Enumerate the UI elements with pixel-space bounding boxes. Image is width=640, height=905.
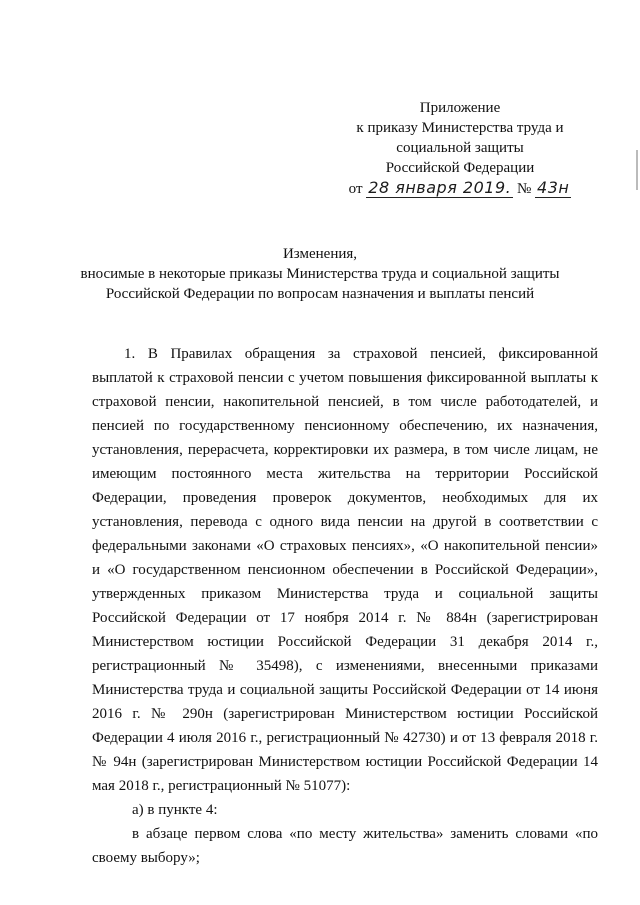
document-title xyxy=(80,244,560,304)
paragraph-1: 1. В Правилах обращения за страховой пенсией, фиксированной выплатой к страховой пенсии с учетом повышения фиксированной выплаты к страховой пенсии, накопительной пенсией, в том числе работодателей, и пенсией по государственному пенсионному обеспечению, их назначения, установления, перерасчета, корректировки их размера, в том числе лицам, не имеющим постоянного места жительства на территории Российской Федерации, проведения проверок документов, необходимых для их установления, перевода с одного вида пенсии на другой в соответствии с федеральными законами «О страховых пенсиях», «О накопительной пенсии» и «О государственном пенсионном обеспечении в Российской Федерации», утвержденных приказом Министерства труда и социальной защиты Российской Федерации от 17 ноября 2014 г. № 884н (зарегистрирован Министерством юстиции Российской Федерации 31 декабря 2014 г., регистрационный № 35498), с изменениями, внесенными приказами Министерства труда и социальной защиты Российской Федерации от 14 июня 2016 г. № 290н (зарегистрирован Министерством юстиции Российской Федерации 4 июля 2016 г., регистрационный № 42730) и от 13 февраля 2018 г. № 94н (зарегистрирован Министерством юстиции Российской Федерации 14 мая 2018 г., регистрационный № 51077): xyxy=(92,346,598,794)
annex-date-line xyxy=(340,178,580,199)
title-line-2: вносимые в некоторые приказы Министерства труда и социальной защиты xyxy=(80,266,560,282)
document-body xyxy=(92,342,598,870)
handwritten-number: 43н xyxy=(537,178,570,197)
paragraph-2: а) в пункте 4: xyxy=(132,802,218,818)
annex-from-prefix: от xyxy=(348,181,363,197)
paragraph-3: в абзаце первом слова «по месту жительства» заменить словами «по своему выбору»; xyxy=(92,826,598,866)
handwritten-date: 28 января 2019. xyxy=(368,178,512,197)
title-line-1: Изменения, xyxy=(282,246,358,262)
scan-edge-mark xyxy=(636,150,638,190)
annex-number-prefix: № xyxy=(516,181,532,197)
annex-line-3: социальной защиты xyxy=(396,140,524,156)
title-line-3: Российской Федерации по вопросам назначения и выплаты пенсий xyxy=(105,286,535,302)
annex-line-4: Российской Федерации xyxy=(385,160,535,176)
annex-line-2: к приказу Министерства труда и xyxy=(356,120,564,136)
annex-line-1: Приложение xyxy=(419,100,501,116)
annex-header xyxy=(340,98,580,199)
